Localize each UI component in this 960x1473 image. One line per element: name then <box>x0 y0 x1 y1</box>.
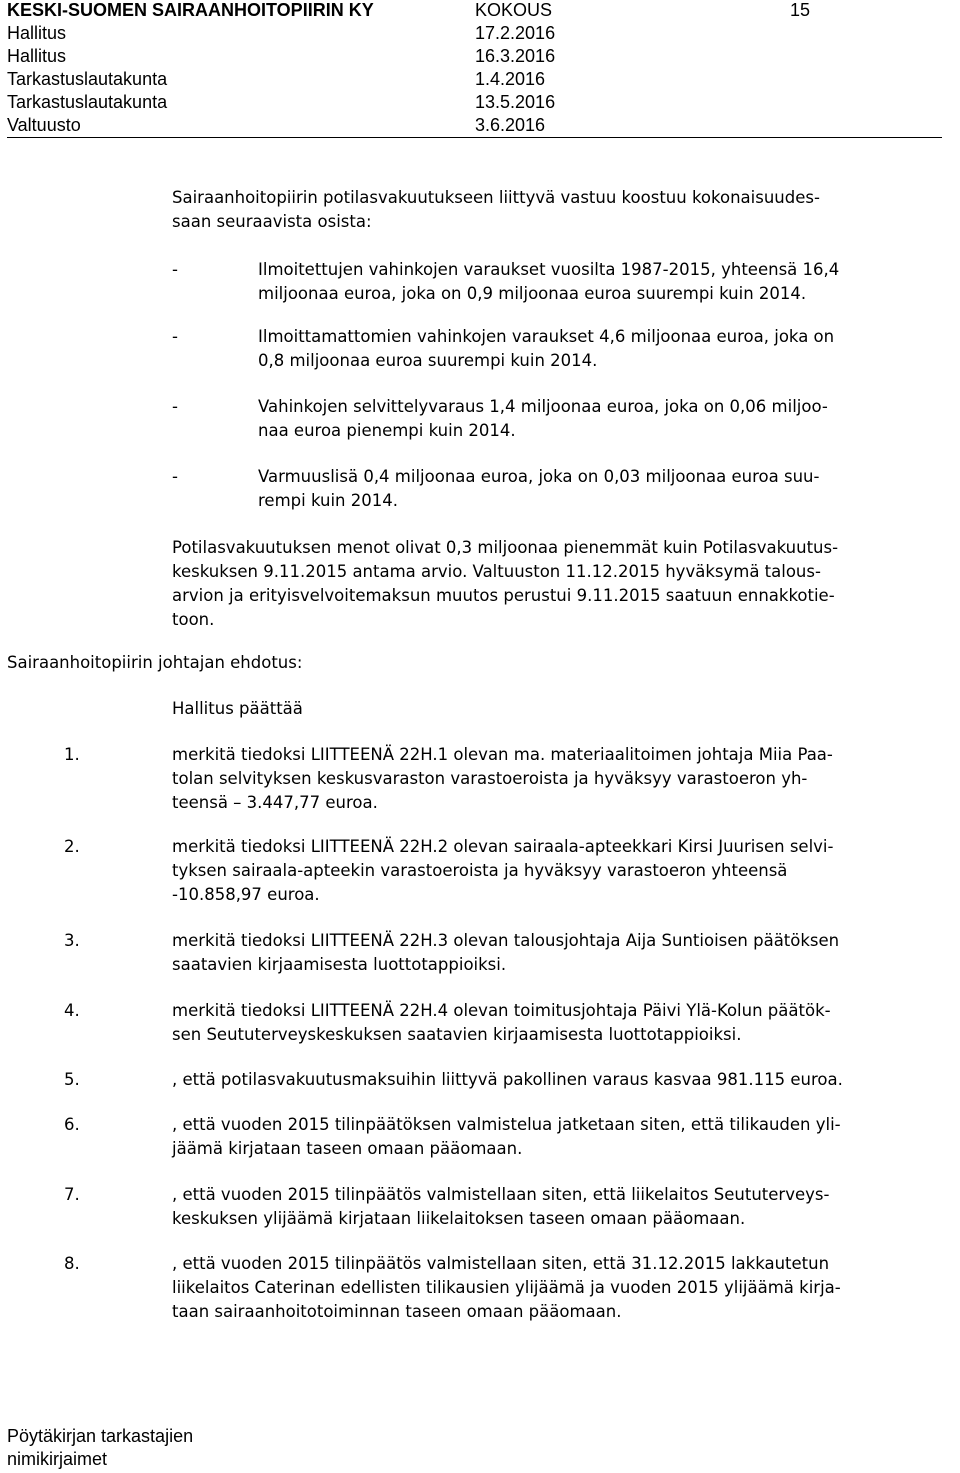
footer-line: nimikirjaimet <box>7 1449 108 1469</box>
bullet-line: miljoonaa euroa, joka on 0,9 miljoonaa euroa suurempi kuin 2014. <box>258 284 807 303</box>
footer-line: Pöytäkirjan tarkastajien <box>7 1426 194 1446</box>
item-line: -10.858,97 euroa. <box>172 885 320 904</box>
item-line: sen Seututerveyskeskuksen saatavien kirjaamisesta luottotappioiksi. <box>172 1025 742 1044</box>
item-number: 3. <box>64 931 80 950</box>
item-line: , että potilasvakuutusmaksuihin liittyvä pakollinen varaus kasvaa 981.115 euroa. <box>172 1070 843 1089</box>
item-line: tolan selvityksen keskusvaraston varastoeroista ja hyväksyy varastoeron yh- <box>172 769 808 788</box>
meeting-date: 13.5.2016 <box>475 92 556 112</box>
item-line: keskuksen ylijäämä kirjataan liikelaitoksen taseen omaan pääomaan. <box>172 1209 746 1228</box>
bullet-dash: - <box>172 397 178 416</box>
costs-line: arvion ja erityisvelvoitemaksun muutos perustui 9.11.2015 saatuun ennakkotie- <box>172 586 835 605</box>
item-line: , että vuoden 2015 tilinpäätös valmistellaan siten, että liikelaitos Seututerveys- <box>172 1185 830 1204</box>
item-line: taan sairaanhoitotoiminnan taseen omaan pääomaan. <box>172 1302 622 1321</box>
bullet-line: Ilmoitettujen vahinkojen varaukset vuosilta 1987-2015, yhteensä 16,4 <box>258 260 840 279</box>
costs-line: toon. <box>172 610 215 629</box>
bullet-dash: - <box>172 327 178 346</box>
intro-line: saan seuraavista osista: <box>172 212 372 231</box>
item-number: 6. <box>64 1115 80 1134</box>
bullet-line: 0,8 miljoonaa euroa suurempi kuin 2014. <box>258 351 598 370</box>
bullet-dash: - <box>172 260 178 279</box>
bullet-line: naa euroa pienempi kuin 2014. <box>258 421 516 440</box>
costs-line: keskuksen 9.11.2015 antama arvio. Valtuuston 11.12.2015 hyväksymä talous- <box>172 562 821 581</box>
item-line: jäämä kirjataan taseen omaan pääomaan. <box>172 1139 523 1158</box>
item-line: , että vuoden 2015 tilinpäätöksen valmistelua jatketaan siten, että tilikauden yli- <box>172 1115 841 1134</box>
bullet-line: Vahinkojen selvittelyvaraus 1,4 miljoonaa euroa, joka on 0,06 miljoo- <box>258 397 828 416</box>
meeting-date: 3.6.2016 <box>475 115 546 135</box>
item-line: , että vuoden 2015 tilinpäätös valmistellaan siten, että 31.12.2015 lakkautetun <box>172 1254 830 1273</box>
bullet-line: rempi kuin 2014. <box>258 491 398 510</box>
item-number: 1. <box>64 745 80 764</box>
item-line: teensä – 3.447,77 euroa. <box>172 793 378 812</box>
item-line: tyksen sairaala-apteekin varastoeroista ja hyväksyy varastoeron yhteensä <box>172 861 788 880</box>
item-line: merkitä tiedoksi LIITTEENÄ 22H.1 olevan ma. materiaalitoimen johtaja Miia Paa- <box>172 745 833 764</box>
meeting-body: Hallitus <box>7 23 67 43</box>
bullet-line: Ilmoittamattomien vahinkojen varaukset 4,6 miljoonaa euroa, joka on <box>258 327 835 346</box>
item-number: 4. <box>64 1001 80 1020</box>
meeting-date: 17.2.2016 <box>475 23 556 43</box>
page-number: 15 <box>790 0 811 20</box>
item-number: 7. <box>64 1185 80 1204</box>
meeting-body: Tarkastuslautakunta <box>7 69 168 89</box>
item-number: 8. <box>64 1254 80 1273</box>
meeting-body: Hallitus <box>7 46 67 66</box>
item-line: merkitä tiedoksi LIITTEENÄ 22H.4 olevan toimitusjohtaja Päivi Ylä-Kolun päätök- <box>172 1001 831 1020</box>
org-name: KESKI-SUOMEN SAIRAANHOITOPIIRIN KY <box>7 0 374 20</box>
item-line: merkitä tiedoksi LIITTEENÄ 22H.2 olevan sairaala-apteekkari Kirsi Juurisen selvi- <box>172 837 834 856</box>
item-number: 5. <box>64 1070 80 1089</box>
item-line: merkitä tiedoksi LIITTEENÄ 22H.3 olevan talousjohtaja Aija Suntioisen päätöksen <box>172 931 840 950</box>
intro-line: Sairaanhoitopiirin potilasvakuutukseen liittyvä vastuu koostuu kokonaisuudes- <box>172 188 820 207</box>
costs-line: Potilasvakuutuksen menot olivat 0,3 miljoonaa pienemmät kuin Potilasvakuutus- <box>172 538 839 557</box>
header-rule <box>7 137 942 138</box>
decision-label: Hallitus päättää <box>172 699 303 718</box>
meeting-body: Tarkastuslautakunta <box>7 92 168 112</box>
item-line: saatavien kirjaamisesta luottotappioiksi. <box>172 955 507 974</box>
meeting-label: KOKOUS <box>475 0 553 20</box>
item-line: liikelaitos Caterinan edellisten tilikausien ylijäämä ja vuoden 2015 ylijäämä kirja- <box>172 1278 841 1297</box>
meeting-body: Valtuusto <box>7 115 81 135</box>
bullet-line: Varmuuslisä 0,4 miljoonaa euroa, joka on 0,03 miljoonaa euroa suu- <box>258 467 820 486</box>
item-number: 2. <box>64 837 80 856</box>
bullet-dash: - <box>172 467 178 486</box>
meeting-date: 1.4.2016 <box>475 69 546 89</box>
proposal-label: Sairaanhoitopiirin johtajan ehdotus: <box>7 653 303 672</box>
meeting-date: 16.3.2016 <box>475 46 556 66</box>
